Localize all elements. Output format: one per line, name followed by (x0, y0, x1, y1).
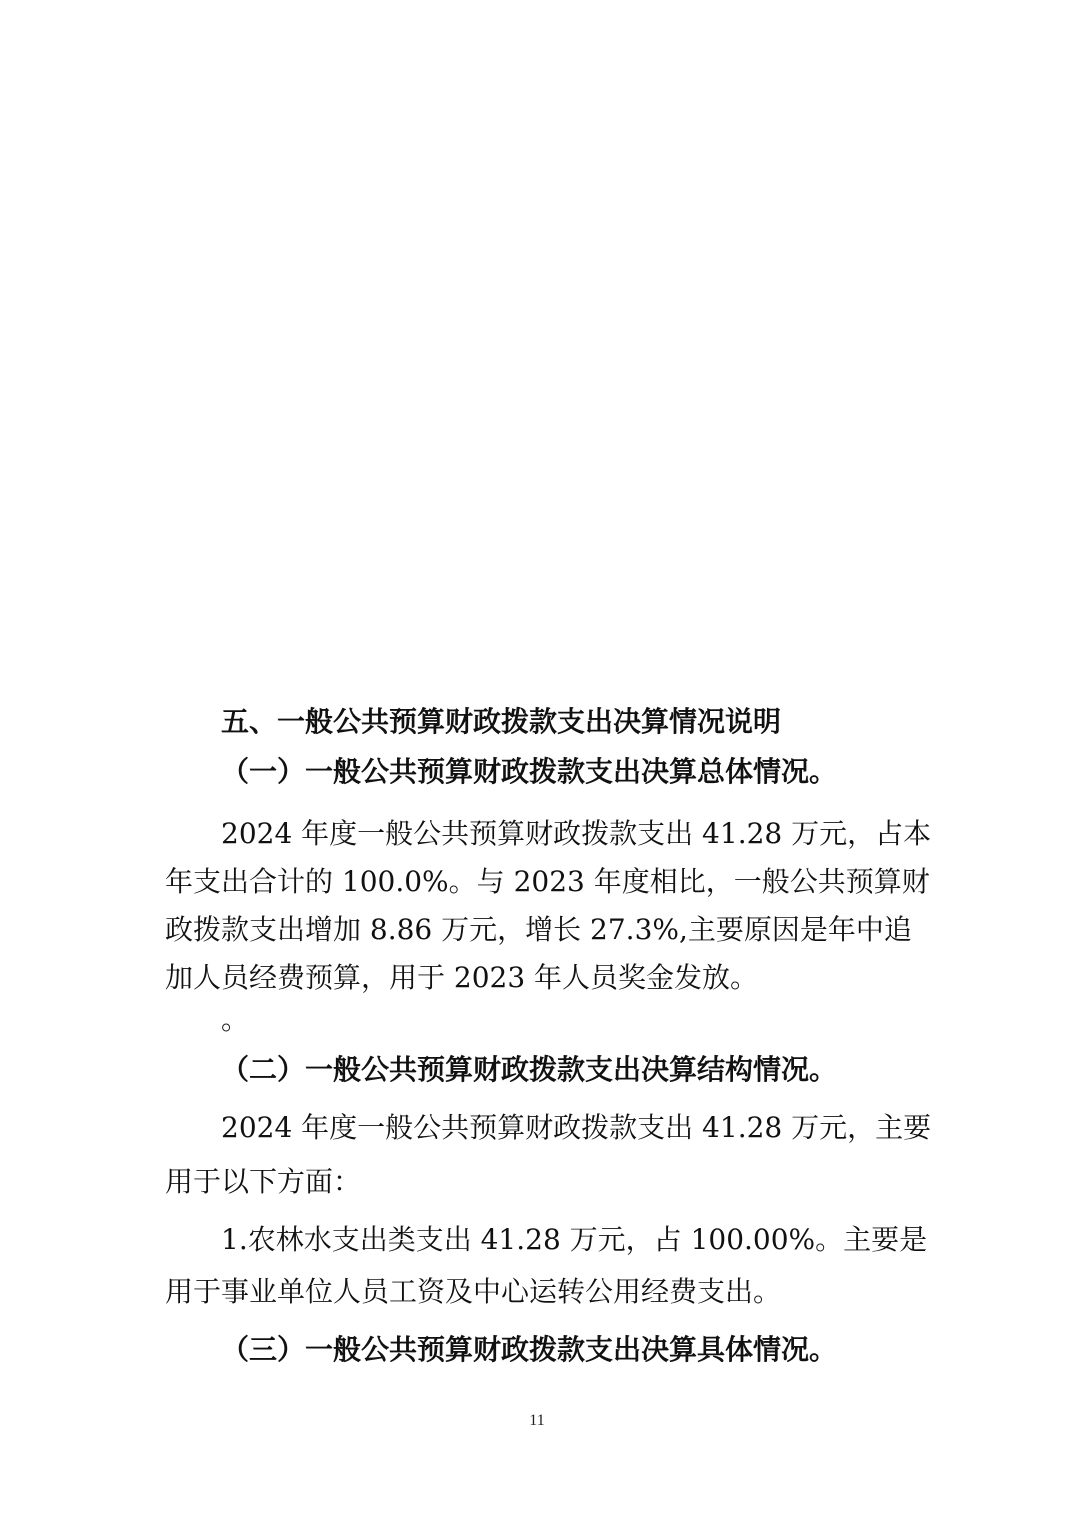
stray-punctuation: 。 (221, 1003, 250, 1036)
section-title: 五、一般公共预算财政拨款支出决算情况说明 (221, 705, 782, 738)
paragraph-3-line-1: 1.农林水支出类支出 41.28 万元，占 100.00%。主要是 (221, 1223, 928, 1256)
paragraph-2-line-1: 2024 年度一般公共预算财政拨款支出 41.28 万元，主要 (221, 1111, 932, 1144)
subsection-title-2: （二）一般公共预算财政拨款支出决算结构情况。 (221, 1053, 838, 1086)
subsection-title-3: （三）一般公共预算财政拨款支出决算具体情况。 (221, 1333, 838, 1366)
subsection-title-1: （一）一般公共预算财政拨款支出决算总体情况。 (221, 755, 838, 788)
paragraph-1-line-1: 2024 年度一般公共预算财政拨款支出 41.28 万元，占本 (221, 817, 932, 850)
page-number: 11 (529, 1412, 545, 1429)
paragraph-3-line-2: 用于事业单位人员工资及中心运转公用经费支出。 (165, 1275, 782, 1308)
paragraph-2-line-2: 用于以下方面： (165, 1165, 362, 1198)
paragraph-1-line-4: 加人员经费预算，用于 2023 年人员奖金发放。 (165, 961, 759, 994)
paragraph-1-line-2: 年支出合计的 100.0%。与 2023 年度相比，一般公共预算财 (165, 865, 930, 898)
paragraph-1-line-3: 政拨款支出增加 8.86 万元，增长 27.3%,主要原因是年中追 (165, 913, 912, 946)
